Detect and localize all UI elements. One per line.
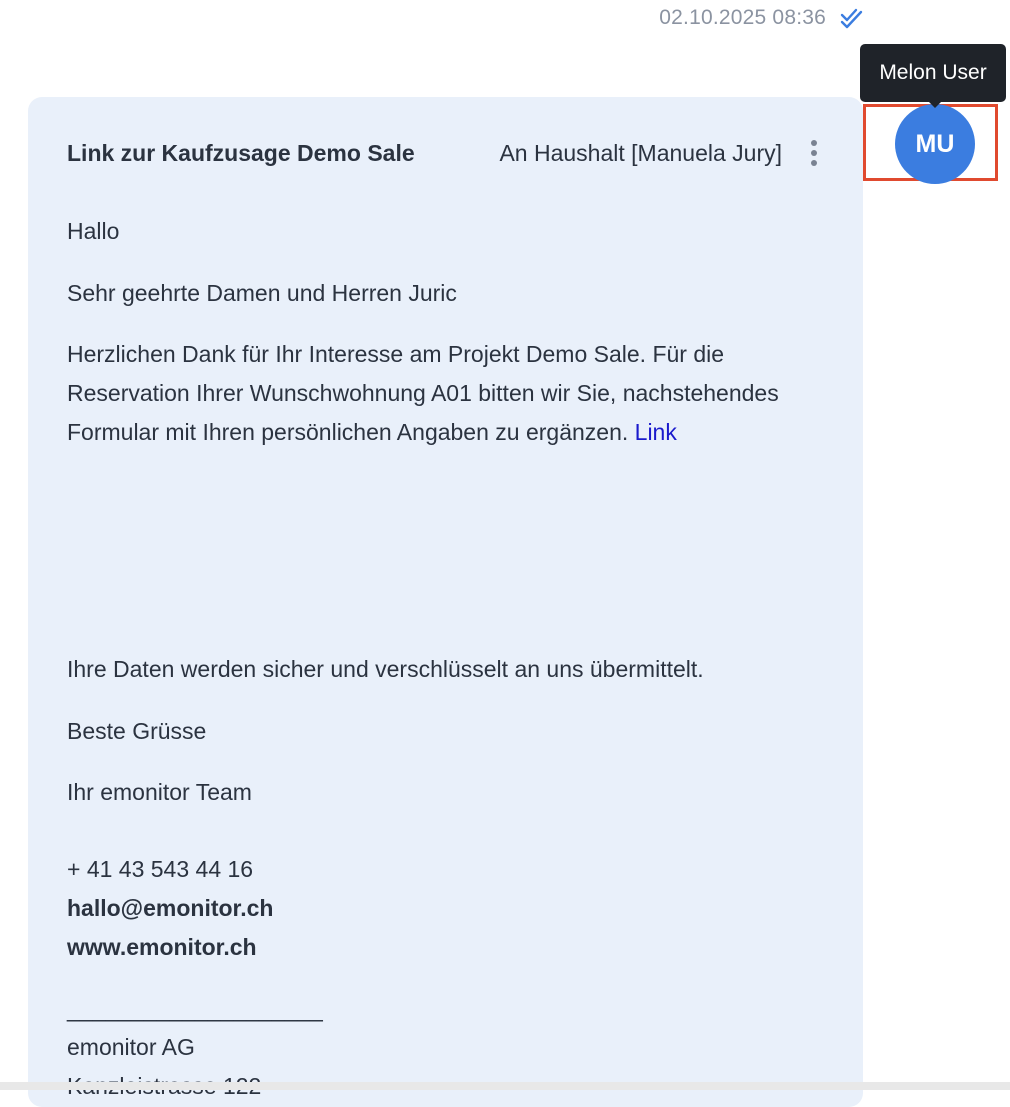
message-intro-paragraph [67, 335, 803, 452]
message-recipient: An Haushalt [Manuela Jury] [499, 139, 782, 166]
contact-email[interactable]: hallo@emonitor.ch [67, 895, 274, 921]
message-header [67, 133, 824, 173]
message-salutation: Sehr geehrte Damen und Herren Juric [67, 280, 457, 306]
bottom-edge [0, 1082, 1010, 1090]
double-check-icon [840, 7, 864, 29]
tooltip-arrow [929, 102, 941, 108]
message-meta [659, 6, 864, 30]
avatar[interactable]: MU [895, 104, 975, 184]
message-timestamp: 02.10.2025 08:36 [659, 6, 826, 29]
signature-separator: ____________________ [67, 996, 323, 1022]
message-closing: Beste Grüsse [67, 718, 207, 744]
avatar-tooltip: Melon User [860, 44, 1006, 102]
form-link[interactable]: Link [634, 419, 677, 445]
message-intro-text: Herzlichen Dank für Ihr Interesse am Projekt Demo Sale. Für die Reservation Ihrer Wunschwohnung A01 bitten wir Sie, nachstehendes Formular mit Ihren persönlichen Angaben zu ergänzen. [67, 341, 779, 445]
contact-website[interactable]: www.emonitor.ch [67, 934, 257, 960]
message-subject: Link zur Kaufzusage Demo Sale [67, 139, 415, 166]
more-vertical-icon[interactable] [804, 137, 824, 169]
contact-phone: + 41 43 543 44 16 [67, 856, 254, 882]
message-security-note: Ihre Daten werden sicher und verschlüsselt an uns übermittelt. [67, 656, 704, 682]
message-card [28, 97, 863, 1107]
avatar-highlight [863, 104, 998, 181]
message-greeting: Hallo [67, 218, 120, 244]
company-name: emonitor AG [67, 1034, 195, 1060]
message-signature: Ihr emonitor Team [67, 779, 252, 805]
